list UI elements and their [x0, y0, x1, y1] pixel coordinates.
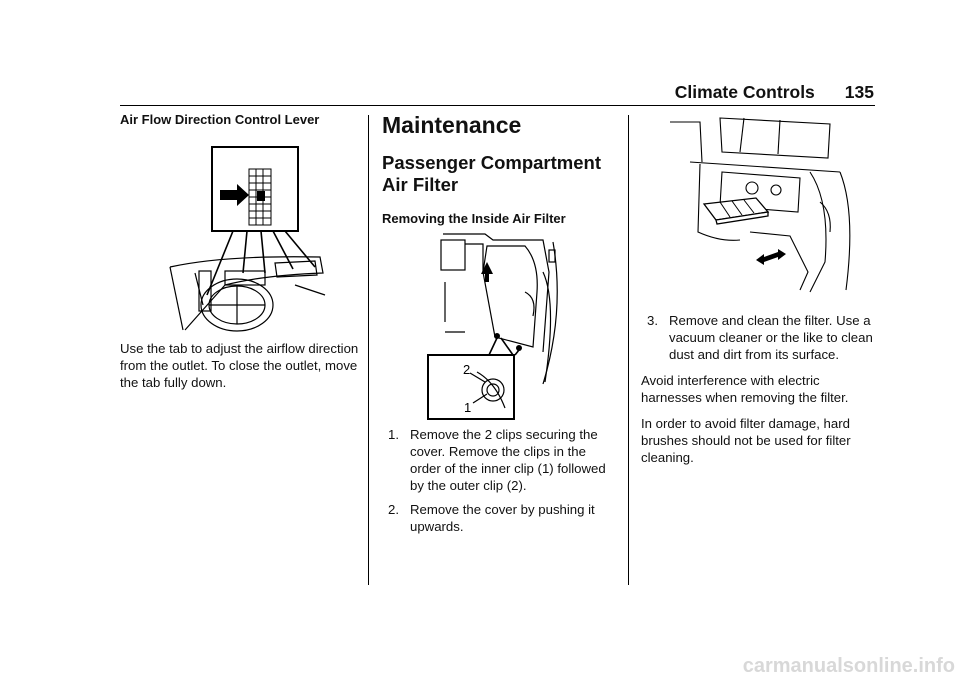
section-title: Climate Controls — [674, 82, 815, 102]
filter-heading-line1: Passenger Compartment — [382, 152, 601, 173]
airflow-text-block — [120, 340, 360, 391]
airflow-paragraph: Use the tab to adjust the airflow direction from the outlet. To close the outlet, move the tab fully down. — [120, 341, 359, 390]
callout-label-2: 2 — [463, 362, 471, 377]
removing-filter-subheading: Removing the Inside Air Filter — [382, 211, 566, 226]
column-1 — [120, 112, 358, 127]
glovebox-cover-illustration — [425, 232, 575, 422]
step-text: Remove the cover by pushing it upwards. — [410, 502, 595, 534]
step-number: 2. — [388, 502, 399, 517]
airflow-lever-illustration — [165, 145, 335, 335]
callout-label-1: 1 — [464, 400, 472, 415]
page-header — [675, 82, 874, 103]
step-item — [382, 501, 612, 535]
filter-removal-illustration — [660, 112, 860, 294]
removal-steps — [382, 426, 612, 535]
step-number: 3. — [647, 313, 658, 328]
column-2 — [382, 112, 612, 226]
header-rule — [120, 105, 875, 106]
harness-paragraph: Avoid interference with electric harnesses when removing the filter. — [641, 373, 849, 405]
filter-heading-line2: Air Filter — [382, 174, 459, 195]
page-number: 135 — [844, 82, 874, 102]
step-text: Remove the 2 clips securing the cover. Remove the clips in the order of the inner clip (1) followed by the outer clip (2). — [410, 427, 606, 493]
column-divider-2 — [628, 115, 629, 585]
step-text: Remove and clean the filter. Use a vacuum cleaner or the like to clean dust and dirt from its surface. — [669, 313, 873, 362]
brush-paragraph: In order to avoid filter damage, hard brushes should not be used for filter cleaning. — [641, 416, 851, 465]
filter-text-block — [641, 312, 879, 466]
step-number: 1. — [388, 427, 399, 442]
column-divider-1 — [368, 115, 369, 585]
watermark — [590, 652, 960, 678]
step-item — [641, 312, 879, 363]
airflow-subheading: Air Flow Direction Control Lever — [120, 112, 320, 127]
maintenance-heading: Maintenance — [382, 112, 522, 138]
step-item — [382, 426, 612, 494]
watermark-text: carmanualsonline.info — [742, 655, 955, 677]
